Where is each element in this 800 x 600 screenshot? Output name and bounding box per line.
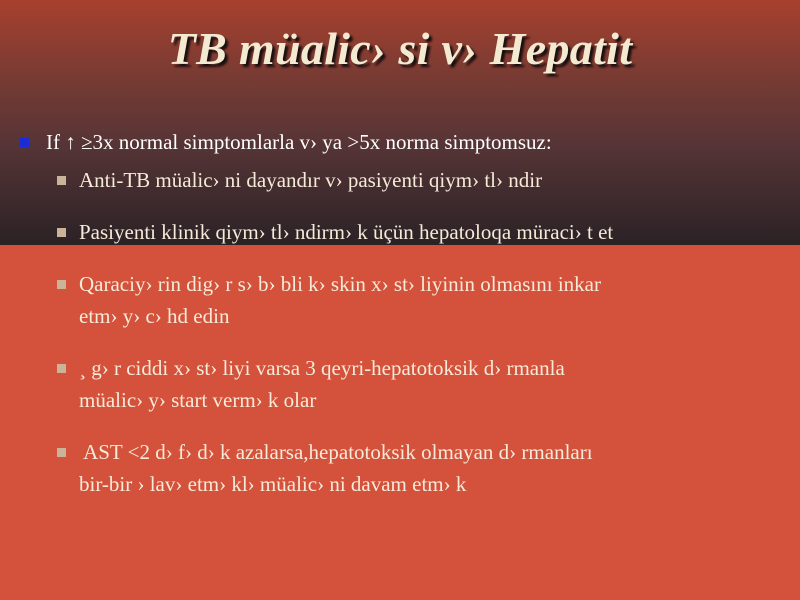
bullet-level2 — [57, 352, 565, 416]
bullet-level2 — [57, 164, 542, 196]
square-bullet-icon — [20, 138, 29, 147]
bullet-text: Pasiyenti klinik qiym› tl› ndirm› k üçün hepatoloqa müraci› t et — [79, 220, 614, 244]
slide-title: TB müalic› si v› Hepatit — [167, 23, 633, 74]
bullet-text-line: etm› y› c› hd edin — [79, 304, 230, 328]
square-bullet-icon — [57, 364, 66, 373]
bullet-level2 — [57, 216, 613, 248]
bullet-text-line: AST <2 d› f› d› k azalarsa,hepatotoksik olmayan d› rmanları — [79, 440, 593, 464]
square-bullet-icon — [57, 448, 66, 457]
bullet-level2 — [57, 268, 601, 332]
square-bullet-icon — [57, 280, 66, 289]
bullet-text: If ↑ ≥3x normal simptomlarla v› ya >5x norma simptomsuz: — [46, 130, 552, 154]
bullet-text-line: Qaraciy› rin dig› r s› b› bli k› skin x› st› liyinin olmasını inkar — [79, 272, 601, 296]
bullet-text-line: bir-bir › lav› etm› kl› müalic› ni davam etm› k — [79, 472, 467, 496]
bullet-text-line: ¸ g› r ciddi x› st› liyi varsa 3 qeyri-hepatotoksik d› rmanla — [79, 356, 565, 380]
bullet-text-line: müalic› y› start verm› k olar — [79, 388, 317, 412]
bullet-level1 — [20, 126, 552, 158]
square-bullet-icon — [57, 176, 66, 185]
bullet-text: Anti-TB müalic› ni dayandır v› pasiyenti qiym› tl› ndir — [79, 168, 543, 192]
square-bullet-icon — [57, 228, 66, 237]
bullet-level2 — [57, 436, 593, 500]
